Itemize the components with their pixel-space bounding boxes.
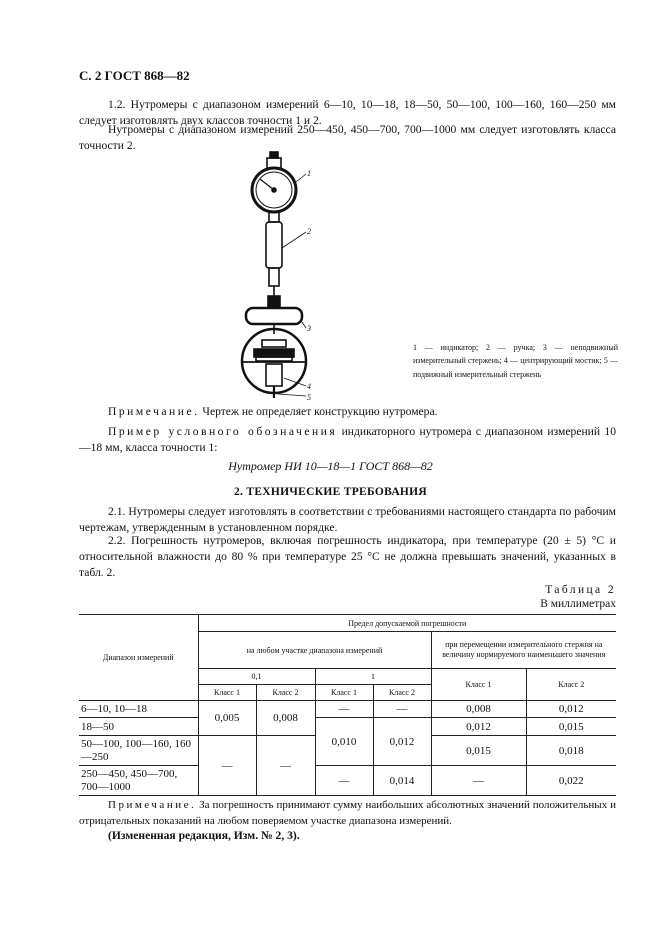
paragraph-2-2: 2.2. Погрешность нутромеров, включая погрешность индикатора, при температуре (20 ± 5) °С и относительной влажности до 80 % при температуре 25 °С не должна превышать значений, указанных в табл. 2. [79,534,616,579]
table-note-label: Примечание. [108,799,197,811]
cell-r2-c1: 0,012 [431,718,526,736]
header-class-1-a: Класс 1 [198,685,256,701]
note-label: Примечание. [108,405,200,418]
cell-r4-c1: — [431,766,526,796]
header-class-1-b: Класс 1 [315,685,373,701]
table-unit: В миллиметрах [540,598,616,610]
cell-0005: 0,005 [198,701,256,736]
paragraph-1-2-continued: Нутромеры с диапазоном измерений 250—450, 450—700, 700—1000 мм следует изготовлять класса точности 2. [79,123,616,152]
cell-dash-a: — [315,701,373,718]
cell-dash-e: — [315,766,373,796]
figure-note [79,404,616,420]
range-row-4: 250—450, 450—700, 700—1000 [79,766,198,796]
cell-dash-d: — [256,736,315,796]
paragraph-2-1: 2.1. Нутромеры следует изготовлять в соответствии с требованиями настоящего стандарта по рабочим чертежам, утвержденным в установленном порядке. [79,505,616,534]
cell-0010: 0,010 [315,718,373,766]
header-0-1: 0,1 [198,669,315,685]
bore-gauge-drawing [230,150,330,408]
figure-caption: 1 — индикатор; 2 — ручка; 3 — неподвижный измерительный стержень; 4 — центрирующий мостик; 5 — подвижный измерительный стержень [413,343,618,379]
header-limit: Предел допускаемой погрешности [198,615,616,632]
header-class-2-move: Класс 2 [526,669,616,701]
table-note [79,797,616,829]
header-class-1-move: Класс 1 [431,669,526,701]
header-1: 1 [315,669,431,685]
note-text: Чертеж не определяет конструкцию нутромера. [202,405,438,418]
figure-label-1: 1 [307,169,311,178]
range-row-1: 6—10, 10—18 [79,701,198,718]
figure-label-2: 2 [307,227,311,236]
section-title: 2. ТЕХНИЧЕСКИЕ ТРЕБОВАНИЯ [233,486,428,498]
designation-formula: Нутромер НИ 10—18—1 ГОСТ 868—82 [228,459,433,473]
table-note-text: За погрешность принимают сумму наибольших абсолютных значений положительных и отрицательных показаний на любом поверяемом участке диапазона измерений. [79,799,616,827]
cell-r3-c2: 0,018 [526,736,616,766]
cell-r3-c1: 0,015 [431,736,526,766]
header-class-2-a: Класс 2 [256,685,315,701]
header-stem-move: при перемещении измерительного стержня на величину нормируемого наименьшего значения [431,632,616,669]
cell-r1-c2: 0,012 [526,701,616,718]
cell-r1-c1: 0,008 [431,701,526,718]
range-row-2: 18—50 [79,718,198,736]
paragraph-1-2: 1.2. Нутромеры с диапазоном измерений 6—10, 10—18, 18—50, 50—100, 100—160, 160—250 мм следует изготовлять двух классов точности 1 и 2. [79,98,616,127]
header-class-2-b: Класс 2 [373,685,431,701]
header-any-section: на любом участке диапазона измерений [198,632,431,669]
cell-0014: 0,014 [373,766,431,796]
cell-dash-b: — [373,701,431,718]
designation-example [79,424,616,456]
figure-label-3: 3 [307,324,311,333]
table-caption: Таблица 2 [545,584,616,596]
revision-note: (Измененная редакция, Изм. № 2, 3). [108,829,300,842]
cell-0008: 0,008 [256,701,315,736]
figure-label-4: 4 [307,382,311,391]
cell-0012: 0,012 [373,718,431,766]
example-label: Пример условного обозначения [108,425,338,438]
range-row-3: 50—100, 100—160, 160—250 [79,736,198,766]
cell-r4-c2: 0,022 [526,766,616,796]
example-text: индикаторного нутромера с диапазоном измерений 10—18 мм, класса точности 1: [79,425,616,454]
header-range: Диапазон измерений [79,615,198,701]
cell-dash-c: — [198,736,256,796]
tolerance-table [79,614,616,796]
page-header: С. 2 ГОСТ 868—82 [79,68,190,83]
cell-r2-c2: 0,015 [526,718,616,736]
figure-label-5: 5 [307,393,311,402]
